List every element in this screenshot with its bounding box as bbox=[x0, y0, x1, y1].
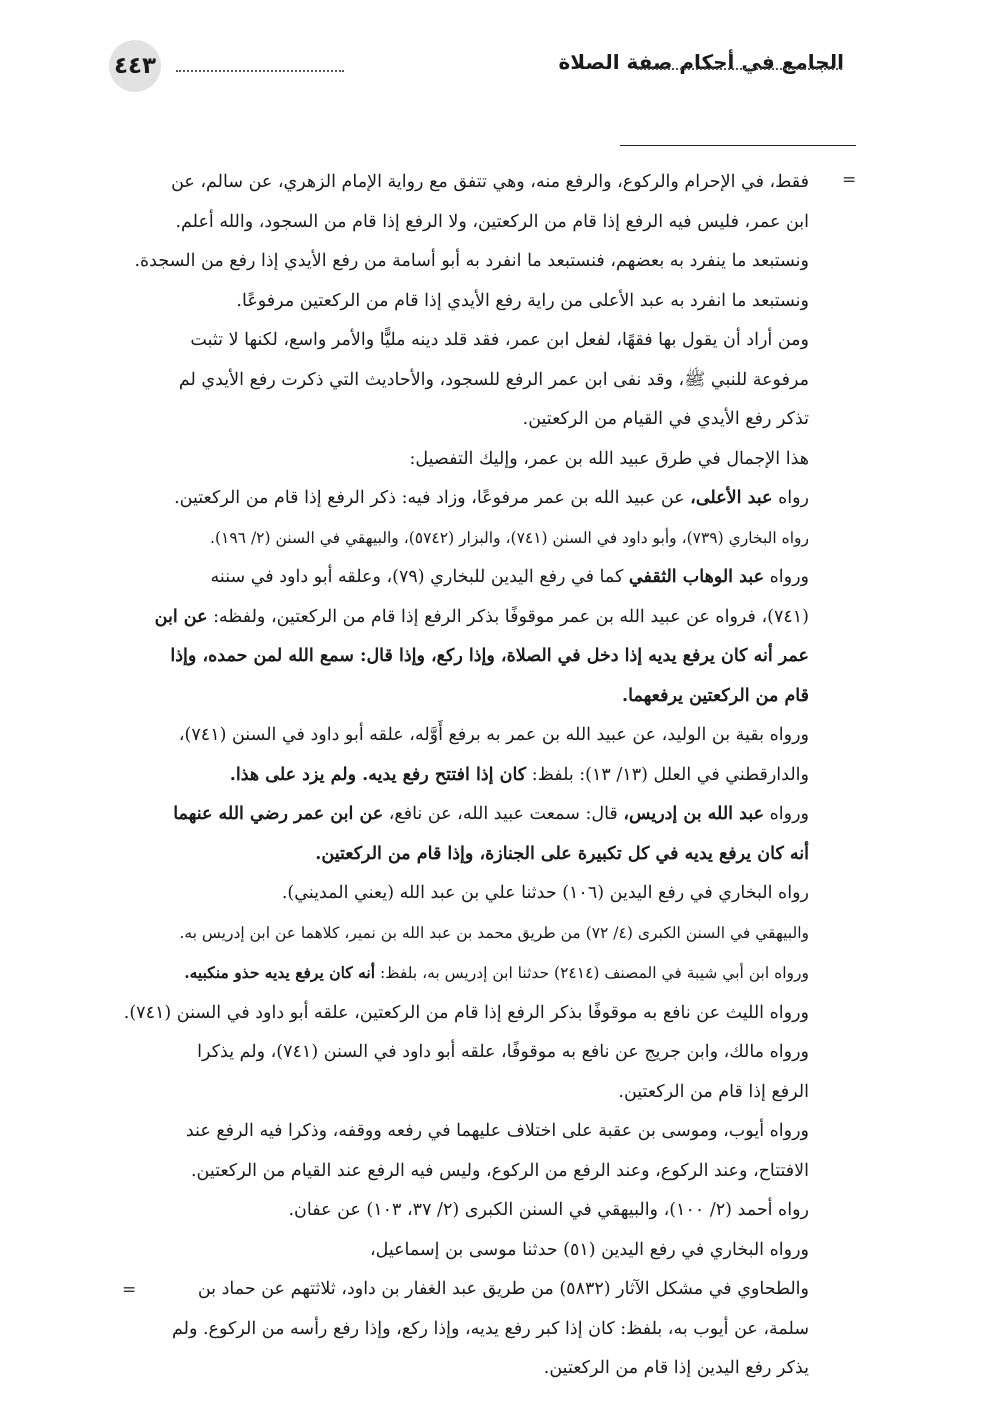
footnote-text: والبيهقي في السنن الكبرى (٤/ ٧٢) من طريق محمد بن عبد الله بن نمير، كلاهما عن ابن إدريس به. bbox=[179, 923, 809, 942]
footnote-continuation-mark-bottom: = bbox=[122, 1280, 137, 1300]
footnote-text: الافتتاح، وعند الركوع، وعند الرفع من الركوع، وليس فيه الرفع عند القيام من الركعتين. bbox=[190, 1160, 809, 1181]
footnote-line bbox=[117, 203, 809, 243]
footnote-line bbox=[117, 953, 809, 994]
footnote-text: (٧٤١)، فرواه عن عبيد الله بن عمر موقوفًا بذكر الرفع إذا قام من الركعتين، ولفظه: bbox=[207, 606, 809, 627]
footnote-text: فقط، في الإحرام والركوع، والرفع منه، وهي تتفق مع رواية الإمام الزهري، عن سالم، عن bbox=[171, 172, 809, 192]
footnote-line bbox=[117, 835, 809, 875]
footnote-line bbox=[117, 400, 809, 440]
footnote-line bbox=[117, 1152, 809, 1192]
footnote-bold-text: أنه كان يرفع يديه في كل تكبيرة على الجنازة، وإذا قام من الركعتين. bbox=[315, 843, 809, 864]
footnote-text: يذكر رفع اليدين إذا قام من الركعتين. bbox=[543, 1358, 809, 1378]
header-dotted-leader-left bbox=[176, 70, 344, 72]
footnote-bold-text: عمر أنه كان يرفع يديه إذا دخل في الصلاة، وإذا ركع، وإذا قال: سمع الله لمن حمده، وإذا bbox=[170, 646, 809, 666]
footnote-line bbox=[117, 1231, 809, 1271]
footnote-body bbox=[117, 163, 809, 1389]
footnote-text: ابن عمر، فليس فيه الرفع إذا قام من الركعتين، ولا الرفع إذا قام من السجود، والله أعلم. bbox=[175, 211, 809, 232]
footnote-bold-text: قام من الركعتين يرفعهما. bbox=[622, 685, 809, 706]
footnote-line bbox=[117, 1073, 809, 1113]
footnote-text: قال: سمعت عبيد الله، عن نافع، bbox=[383, 804, 624, 824]
footnote-text: رواه أحمد (٢/ ١٠٠)، والبيهقي في السنن الكبرى (٢/ ٣٧، ١٠٣) عن عفان. bbox=[288, 1200, 809, 1220]
footnote-text: ورواه bbox=[764, 804, 809, 824]
footnote-continuation-mark-top: = bbox=[842, 170, 857, 190]
footnote-text: رواه البخاري في رفع اليدين (١٠٦) حدثنا علي بن عبد الله (يعني المديني). bbox=[281, 883, 809, 903]
footnote-bold-text: عبد الأعلى، bbox=[690, 488, 773, 508]
footnote-bold-text: عبد الله بن إدريس، bbox=[623, 804, 765, 824]
footnote-line bbox=[117, 519, 809, 559]
footnote-line bbox=[117, 321, 809, 361]
footnote-line bbox=[117, 1349, 809, 1389]
footnote-text: والدارقطني في العلل (١٣/ ١٣): بلفظ: bbox=[526, 764, 809, 785]
footnote-line bbox=[117, 1191, 809, 1231]
page-number-badge: ٤٤٣ bbox=[109, 40, 161, 92]
footnote-line bbox=[117, 914, 809, 954]
footnote-line bbox=[117, 756, 809, 796]
footnote-line bbox=[117, 1033, 809, 1073]
footnote-text: مرفوعة للنبي ﷺ، وقد نفى ابن عمر الرفع للسجود، والأحاديث التي ذكرت رفع الأيدي لم bbox=[178, 369, 809, 390]
footnote-line bbox=[117, 994, 809, 1034]
footnote-text: عن عبيد الله بن عمر مرفوعًا، وزاد فيه: ذكر الرفع إذا قام من الركعتين. bbox=[174, 488, 691, 508]
footnote-text: ورواه bbox=[764, 567, 809, 587]
footnote-text: ورواه الليث عن نافع به موقوفًا بذكر الرفع إذا قام من الركعتين، علقه أبو داود في السنن (٧٤١). bbox=[123, 1002, 809, 1023]
footnote-line bbox=[117, 874, 809, 914]
footnote-line bbox=[117, 716, 809, 756]
footnote-text: الرفع إذا قام من الركعتين. bbox=[618, 1081, 809, 1102]
footnote-text: سلمة، عن أيوب به، بلفظ: كان إذا كبر رفع يديه، وإذا ركع، وإذا رفع رأسه من الركوع. ولم bbox=[171, 1318, 809, 1339]
footnote-bold-text: أنه كان يرفع يديه حذو منكبيه. bbox=[184, 963, 376, 982]
footnote-text: والطحاوي في مشكل الآثار (٥٨٣٢) من طريق عبد الغفار بن داود، ثلاثتهم عن حماد بن bbox=[197, 1279, 809, 1299]
footnote-line bbox=[117, 163, 809, 203]
footnote-line bbox=[117, 282, 809, 322]
footnote-text: ومن أراد أن يقول بها فقهًا، لفعل ابن عمر، فقد قلد دينه مليًّا والأمر واسع، لكنها لا تثبت bbox=[190, 330, 809, 350]
footnote-line bbox=[117, 1112, 809, 1152]
footnote-text: ورواه مالك، وابن جريج عن نافع به موقوفًا، علقه أبو داود في السنن (٧٤١)، ولم يذكرا bbox=[197, 1042, 809, 1062]
footnote-bold-text: عن ابن عمر رضي الله عنهما bbox=[173, 804, 384, 824]
footnote-bold-text: عن ابن bbox=[154, 606, 208, 627]
footnote-line bbox=[117, 637, 809, 677]
footnote-line bbox=[117, 598, 809, 638]
footnote-line bbox=[117, 242, 809, 282]
footnote-line bbox=[117, 1270, 809, 1310]
page-header bbox=[0, 0, 1004, 110]
footnote-line bbox=[117, 558, 809, 598]
footnote-text: ورواه البخاري في رفع اليدين (٥١) حدثنا موسى بن إسماعيل، bbox=[369, 1239, 809, 1260]
footnote-text: كما في رفع اليدين للبخاري (٧٩)، وعلقه أبو داود في سننه bbox=[210, 567, 629, 587]
footnote-line bbox=[117, 1310, 809, 1350]
footnote-separator-rule bbox=[620, 145, 856, 146]
footnote-text: ورواه بقية بن الوليد، عن عبيد الله بن عمر به برفع أَوَّله، علقه أبو داود في السنن (٧٤١)، bbox=[178, 725, 809, 745]
header-dotted-leader-right bbox=[637, 68, 842, 70]
footnote-text: هذا الإجمال في طرق عبيد الله بن عمر، وإليك التفصيل: bbox=[409, 448, 809, 469]
running-title: الجامع في أحكام صفة الصلاة bbox=[558, 50, 844, 74]
footnote-text: ونستبعد ما ينفرد به بعضهم، فنستبعد ما انفرد به أبو أسامة من رفع الأيدي إذا رفع من السجدة. bbox=[134, 251, 809, 271]
footnote-line bbox=[117, 440, 809, 480]
footnote-text: ورواه ابن أبي شيبة في المصنف (٢٤١٤) حدثنا ابن إدريس به، بلفظ: bbox=[375, 964, 809, 982]
footnote-text: تذكر رفع الأيدي في القيام من الركعتين. bbox=[522, 409, 809, 429]
footnote-line bbox=[117, 677, 809, 717]
footnote-bold-text: عبد الوهاب الثقفي bbox=[628, 567, 765, 587]
footnote-bold-text: كان إذا افتتح رفع يديه. ولم يزد على هذا. bbox=[229, 764, 527, 785]
footnote-text: رواه البخاري (٧٣٩)، وأبو داود في السنن (٧٤١)، والبزار (٥٧٤٢)، والبيهقي في السنن (٢/ ١٩٦). bbox=[210, 528, 809, 547]
footnote-line bbox=[117, 361, 809, 401]
footnote-line bbox=[117, 795, 809, 835]
footnote-text: ونستبعد ما انفرد به عبد الأعلى من راية رفع الأيدي إذا قام من الركعتين مرفوعًا. bbox=[236, 290, 809, 311]
footnote-text: رواه bbox=[772, 488, 809, 508]
footnote-text: ورواه أيوب، وموسى بن عقبة على اختلاف عليهما في رفعه ووقفه، وذكرا فيه الرفع عند bbox=[185, 1121, 809, 1141]
footnote-line bbox=[117, 479, 809, 519]
